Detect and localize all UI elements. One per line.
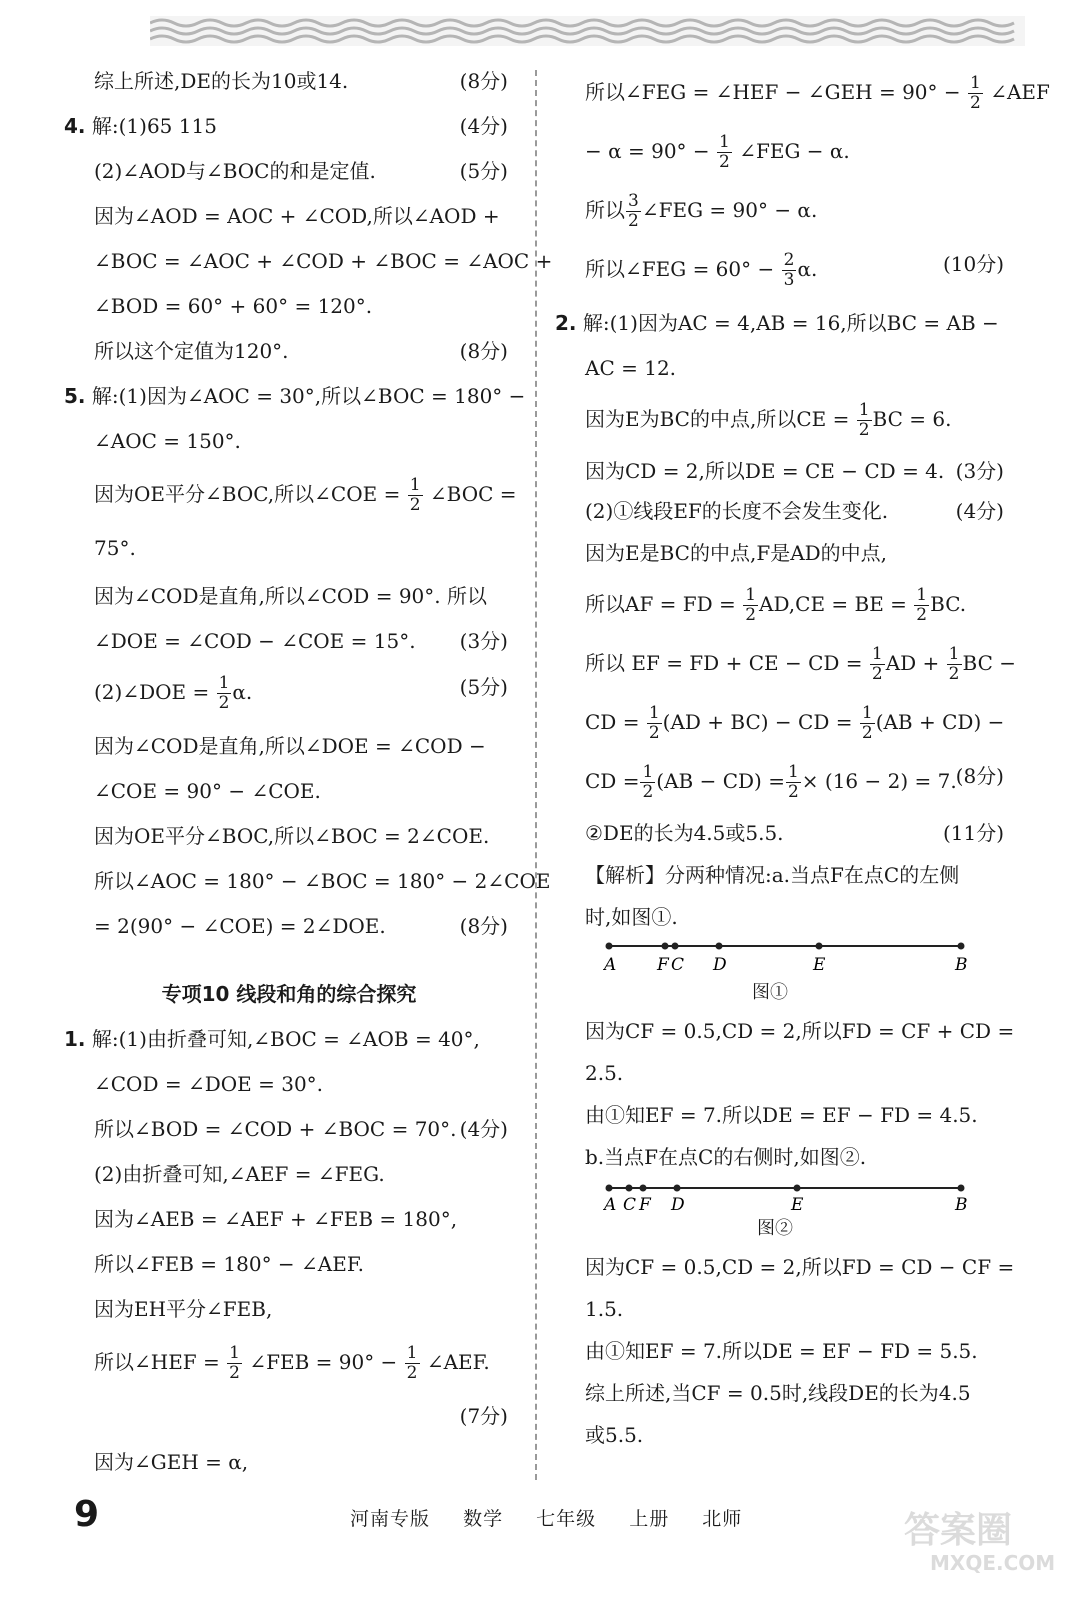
fraction: $\frac{1}{2}$ <box>642 762 654 802</box>
answer-text: 综上所述,DE的长为10或14. <box>94 69 349 93</box>
point-d <box>674 1185 681 1192</box>
answer-line: ∠AOC = 150°. <box>94 429 241 453</box>
point-f <box>662 943 669 950</box>
score-label: (4分) <box>459 114 508 138</box>
answer-text: ∠FEB = 90° − <box>249 1350 398 1374</box>
answer-text: (AD + BC) − CD = <box>662 710 853 734</box>
answer-text: 因为E为BC的中点,所以CE = <box>585 407 850 431</box>
answer-line: ∠BOD = 60° + 60° = 120°. <box>94 294 373 318</box>
answer-line <box>555 763 1010 802</box>
answer-text: (2)①线段EF的长度不会发生变化. <box>585 499 889 523</box>
answer-line: 【解析】分两种情况:a.当点F在点C的左侧 <box>585 863 960 887</box>
label-a: A <box>604 1195 617 1215</box>
answer-line: 75°. <box>94 536 136 560</box>
answer-line <box>555 401 1010 440</box>
answer-text: (AB − CD) = <box>656 769 785 793</box>
answer-line <box>555 644 1016 684</box>
answer-text: ∠FEG = 90° − α. <box>641 198 818 222</box>
answer-line <box>555 251 1010 290</box>
answer-line <box>555 133 1010 172</box>
question-number: 2. <box>555 311 577 335</box>
footer-info <box>350 1504 768 1531</box>
fraction: $\frac{1}{2}$ <box>406 1343 418 1383</box>
answer-text: 所以这个定值为120°. <box>94 339 289 363</box>
answer-line <box>64 68 514 94</box>
point-a <box>606 943 613 950</box>
question-5-line-1 <box>64 383 526 409</box>
answer-text: (AB + CD) − <box>875 710 1005 734</box>
fraction: $\frac{1}{2}$ <box>858 400 870 440</box>
answer-text: BC = 6. <box>872 407 952 431</box>
answer-text: CD = <box>585 710 640 734</box>
answer-line: ∠COD = ∠DOE = 30°. <box>94 1072 324 1096</box>
footer-volume: 上册 <box>629 1508 670 1530</box>
fraction: $\frac{3}{2}$ <box>628 191 639 231</box>
label-e: E <box>813 955 826 975</box>
fraction: $\frac{1}{2}$ <box>871 644 883 684</box>
question-2-line-1 <box>555 310 1010 336</box>
answer-line: 时,如图①. <box>585 905 678 929</box>
answer-line: 所以∠AOC = 180° − ∠BOC = 180° − 2∠COE <box>94 869 551 893</box>
fraction: $\frac{1}{2}$ <box>648 703 660 743</box>
label-b: B <box>955 1195 968 1215</box>
answer-text: AD,CE = BE = <box>759 592 907 616</box>
fraction: $\frac{1}{2}$ <box>970 73 981 113</box>
answer-line: 因为CF = 0.5,CD = 2,所以FD = CD − CF = <box>585 1255 1015 1279</box>
score-label: (3分) <box>459 629 508 653</box>
answer-line <box>555 73 1050 113</box>
answer-line: ∠COE = 90° − ∠COE. <box>94 779 321 803</box>
point-f <box>640 1185 647 1192</box>
answer-text: (2)∠DOE = <box>94 680 210 704</box>
answer-line <box>64 475 517 515</box>
header-wave-decoration <box>150 14 1025 48</box>
answer-text: α. <box>232 680 253 704</box>
answer-line: 因为CF = 0.5,CD = 2,所以FD = CF + CD = <box>585 1019 1015 1043</box>
answer-line: 因为EH平分∠FEB, <box>94 1297 273 1321</box>
answer-line: 由①知EF = 7.所以DE = EF − FD = 4.5. <box>585 1103 978 1127</box>
point-c <box>626 1185 633 1192</box>
fraction: $\frac{1}{2}$ <box>719 132 730 172</box>
answer-line: 由①知EF = 7.所以DE = EF − FD = 5.5. <box>585 1339 978 1363</box>
fraction: $\frac{1}{2}$ <box>861 703 873 743</box>
figure-1-caption: 图① <box>752 982 788 1003</box>
answer-text: 解:(1)65 115 <box>91 114 217 138</box>
fraction: $\frac{1}{2}$ <box>409 475 421 515</box>
footer-grade: 七年级 <box>536 1508 597 1530</box>
answer-line: 2.5. <box>585 1061 624 1085</box>
footer-publisher: 北师 <box>702 1508 743 1530</box>
answer-line <box>64 338 514 364</box>
question-number: 1. <box>64 1027 86 1051</box>
answer-text: ∠DOE = ∠COD − ∠COE = 15°. <box>94 629 416 653</box>
point-a <box>606 1185 613 1192</box>
answer-text: 所以AF = FD = <box>585 592 736 616</box>
footer-subject: 数学 <box>463 1508 504 1530</box>
answer-text: ∠FEG − α. <box>739 139 850 163</box>
fraction: $\frac{1}{2}$ <box>229 1343 240 1383</box>
label-f: F <box>639 1195 651 1215</box>
answer-line: 因为∠GEH = α, <box>94 1450 249 1474</box>
section-title: 专项10 线段和角的综合探究 <box>161 982 417 1006</box>
answer-line: 所以∠FEB = 180° − ∠AEF. <box>94 1252 364 1276</box>
score-label: (8分) <box>459 339 508 363</box>
answer-line <box>555 704 1010 743</box>
point-b <box>958 943 965 950</box>
label-c: C <box>623 1195 637 1215</box>
answer-line: 因为∠COD是直角,所以∠DOE = ∠COD − <box>94 734 486 758</box>
figure-2-caption: 图② <box>757 1218 793 1239</box>
watermark-text: 答案圈 <box>904 1510 1013 1551</box>
answer-line <box>64 674 514 713</box>
answer-text: ∠AEF <box>990 80 1050 104</box>
answer-text: 解:(1)由折叠可知,∠BOC = ∠AOB = 40°, <box>91 1027 480 1051</box>
answer-text: − α = 90° − <box>585 139 710 163</box>
fraction: $\frac{1}{2}$ <box>745 585 757 625</box>
score-label: (10分) <box>942 252 1004 276</box>
label-b: B <box>955 955 968 975</box>
answer-line: 因为OE平分∠BOC,所以∠BOC = 2∠COE. <box>94 824 490 848</box>
answer-text: 所以∠HEF = <box>94 1350 220 1374</box>
question-4-line-1 <box>64 113 514 139</box>
answer-line: b.当点F在点C的右侧时,如图②. <box>585 1145 867 1169</box>
figure-1-segment <box>603 940 1023 1002</box>
left-column <box>64 60 553 1475</box>
question-number: 5. <box>64 384 86 408</box>
answer-text: CD = <box>585 769 640 793</box>
answer-line: ∠BOC = ∠AOC + ∠COD + ∠BOC = ∠AOC + <box>94 249 553 273</box>
label-c: C <box>671 955 685 975</box>
score-label: (8分) <box>459 914 508 938</box>
answer-text: ∠BOC = <box>429 482 517 506</box>
figure-2-segment <box>603 1182 1023 1244</box>
footer-edition: 河南专版 <box>350 1508 431 1530</box>
fraction: $\frac{1}{2}$ <box>218 673 230 713</box>
question-1-line-1 <box>64 1026 514 1052</box>
answer-line <box>555 820 1010 846</box>
figure-1-svg <box>603 940 973 980</box>
answer-line: 因为E是BC的中点,F是AD的中点, <box>585 541 888 565</box>
answer-line: (2)由折叠可知,∠AEF = ∠FEG. <box>94 1162 385 1186</box>
answer-line: 综上所述,当CF = 0.5时,线段DE的长为4.5 <box>585 1381 971 1405</box>
label-d: D <box>671 1195 685 1215</box>
right-column <box>555 60 1050 1448</box>
answer-text: = 2(90° − ∠COE) = 2∠DOE. <box>94 914 386 938</box>
answer-line: 因为∠AOD = AOC + ∠COD,所以∠AOD + <box>94 204 500 228</box>
label-e: E <box>791 1195 804 1215</box>
answer-line: AC = 12. <box>585 356 677 380</box>
answer-text: AD + <box>885 651 940 675</box>
figure-2-svg <box>603 1182 973 1222</box>
page-number: 9 <box>74 1494 100 1535</box>
answer-line: 因为∠COD是直角,所以∠COD = 90°. 所以 <box>94 584 487 608</box>
point-e <box>794 1185 801 1192</box>
score-label: (5分) <box>459 159 508 183</box>
column-divider <box>535 70 537 1480</box>
answer-text: 所以∠FEG = ∠HEF − ∠GEH = 90° − <box>585 80 961 104</box>
point-e <box>816 943 823 950</box>
score-label: (11分) <box>942 821 1004 845</box>
answer-line <box>555 458 1010 484</box>
answer-text: α. <box>797 257 818 281</box>
watermark-logo <box>900 1500 1060 1580</box>
answer-text: ②DE的长为4.5或5.5. <box>585 821 784 845</box>
point-b <box>958 1185 965 1192</box>
answer-line <box>64 913 514 939</box>
score-label: (4分) <box>955 499 1004 523</box>
answer-text: BC. <box>930 592 967 616</box>
answer-text: BC − <box>962 651 1016 675</box>
label-d: D <box>713 955 727 975</box>
answer-line <box>64 628 514 654</box>
answer-line: 或5.5. <box>585 1423 644 1447</box>
label-a: A <box>604 955 617 975</box>
point-d <box>716 943 723 950</box>
answer-text: 解:(1)因为∠AOC = 30°,所以∠BOC = 180° − <box>91 384 526 408</box>
fraction: $\frac{1}{2}$ <box>916 585 928 625</box>
answer-line: 1.5. <box>585 1297 624 1321</box>
fraction: $\frac{1}{2}$ <box>948 644 960 684</box>
score-label: (8分) <box>459 69 508 93</box>
answer-line: 因为∠AEB = ∠AEF + ∠FEB = 180°, <box>94 1207 458 1231</box>
answer-line <box>64 1344 514 1383</box>
answer-text: 所以 EF = FD + CE − CD = <box>585 651 863 675</box>
watermark-site: MXQE.COM <box>930 1551 1056 1575</box>
fraction: $\frac{1}{2}$ <box>787 762 799 802</box>
answer-text: 所以∠FEG = 60° − <box>585 257 775 281</box>
question-number: 4. <box>64 114 86 138</box>
answer-line <box>555 586 1010 625</box>
label-f: F <box>657 955 669 975</box>
answer-text: 因为CD = 2,所以DE = CE − CD = 4. <box>585 459 945 483</box>
answer-text: × (16 − 2) = 7. <box>801 769 957 793</box>
answer-line <box>64 158 514 184</box>
score-label: (5分) <box>459 675 508 699</box>
fraction: $\frac{2}{3}$ <box>783 250 795 290</box>
score-label: (7分) <box>459 1404 508 1428</box>
point-c <box>672 943 679 950</box>
answer-text: ∠AEF. <box>426 1350 490 1374</box>
answer-text: 所以∠BOD = ∠COD + ∠BOC = 70°. <box>94 1117 457 1141</box>
answer-text: 所以 <box>585 198 625 222</box>
answer-text: (2)∠AOD与∠BOC的和是定值. <box>94 159 376 183</box>
score-label: (8分) <box>955 764 1004 788</box>
answer-line <box>555 498 1010 524</box>
answer-line <box>64 1403 514 1429</box>
answer-line <box>64 1116 514 1142</box>
answer-line <box>555 192 1010 231</box>
answer-text: 解:(1)因为AC = 4,AB = 16,所以BC = AB − <box>582 311 999 335</box>
score-label: (3分) <box>955 459 1004 483</box>
answer-text: 因为OE平分∠BOC,所以∠COE = <box>94 482 401 506</box>
score-label: (4分) <box>459 1117 508 1141</box>
